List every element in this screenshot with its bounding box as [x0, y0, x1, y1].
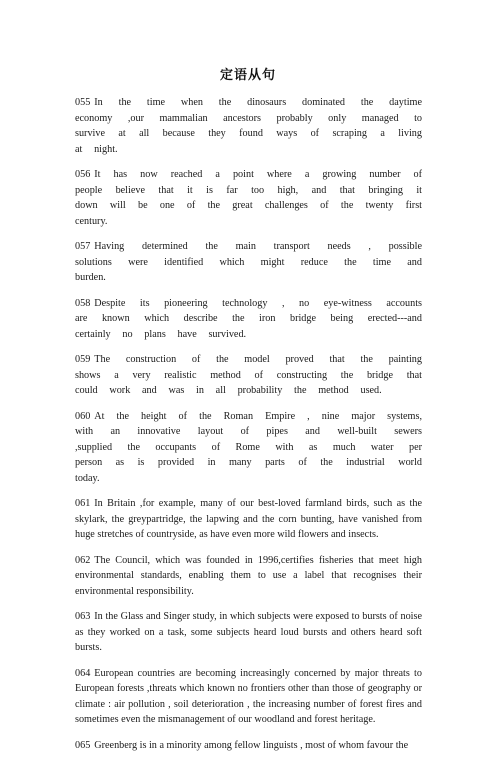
sentence-number: 059 — [75, 354, 91, 365]
sentence-number: 061 — [75, 498, 91, 509]
sentence-text: In the Glass and Singer study, in which subjects were exposed to bursts of noise as they worked on a task, some subjects heard loud bursts and others heard soft bursts. — [75, 611, 422, 653]
sentence-paragraph — [75, 239, 422, 286]
sentence-text: European countries are becoming increasingly concerned by major threats to European forests ,threats which known no frontiers other than those of geography or climate : air pollution , soil deterioration , the increasing number of forest fires and sometimes even the mismanagement of our woodland and forest heritage. — [75, 667, 422, 725]
sentence-paragraph — [75, 352, 422, 399]
sentence-text: Greenberg is in a minority among fellow linguists , most of whom favour the — [94, 739, 409, 751]
sentence-number: 063 — [75, 611, 91, 622]
sentence-number: 062 — [75, 554, 91, 566]
sentence-text: It has now reached a point where a growing number of people believe that it is far too high, and that bringing it down will be one of the great challenges of the twenty first century. — [75, 169, 422, 227]
document-body — [75, 95, 422, 763]
sentence-number: 057 — [75, 241, 91, 252]
sentence-paragraph — [75, 496, 422, 543]
sentence-paragraph — [75, 738, 422, 754]
sentence-number: 060 — [75, 410, 91, 422]
sentence-text: The Council, which was founded in 1996,certifies fisheries that meet high environmental standards, enabling them to use a label that recognises their environmental responsibility. — [75, 554, 422, 597]
sentence-paragraph — [75, 666, 422, 728]
sentence-number: 055 — [75, 97, 91, 108]
sentence-number: 058 — [75, 297, 91, 309]
document-title: 定语从句 — [219, 68, 276, 83]
sentence-number: 064 — [75, 667, 91, 679]
sentence-text: At the height of the Roman Empire , nine major systems, with an innovative layout of pipes and well-built sewers ,supplied the occupants of Rome with as much water per person as is provided in many parts of the industrial world today. — [75, 410, 422, 484]
sentence-paragraph — [75, 609, 422, 656]
sentence-text: In Britain ,for example, many of our best-loved farmland birds, such as the skylark, the greypartridge, the lapwing and the corn bunting, have vanished from huge stretches of countryside, as have even more wild flowers and insects. — [75, 498, 422, 540]
sentence-paragraph — [75, 167, 422, 229]
sentence-paragraph — [75, 553, 422, 600]
sentence-text: In the time when the dinosaurs dominated the daytime economy ,our mammalian ancestors probably only managed to survive at all because they found ways of scraping a living at night. — [75, 97, 422, 155]
sentence-paragraph — [75, 409, 422, 487]
sentence-number: 056 — [75, 169, 91, 180]
sentence-paragraph — [75, 95, 422, 157]
sentence-text: The construction of the model proved that the painting shows a very realistic method of constructing the bridge that could work and was in all probability the method used. — [75, 354, 422, 396]
sentence-number: 065 — [75, 739, 91, 751]
sentence-text: Having determined the main transport needs , possible solutions were identified which might reduce the time and burden. — [75, 241, 422, 283]
sentence-paragraph — [75, 296, 422, 343]
sentence-text: Despite its pioneering technology , no eye-witness accounts are known which describe the iron bridge being erected---and certainly no plans have survived. — [75, 297, 422, 340]
